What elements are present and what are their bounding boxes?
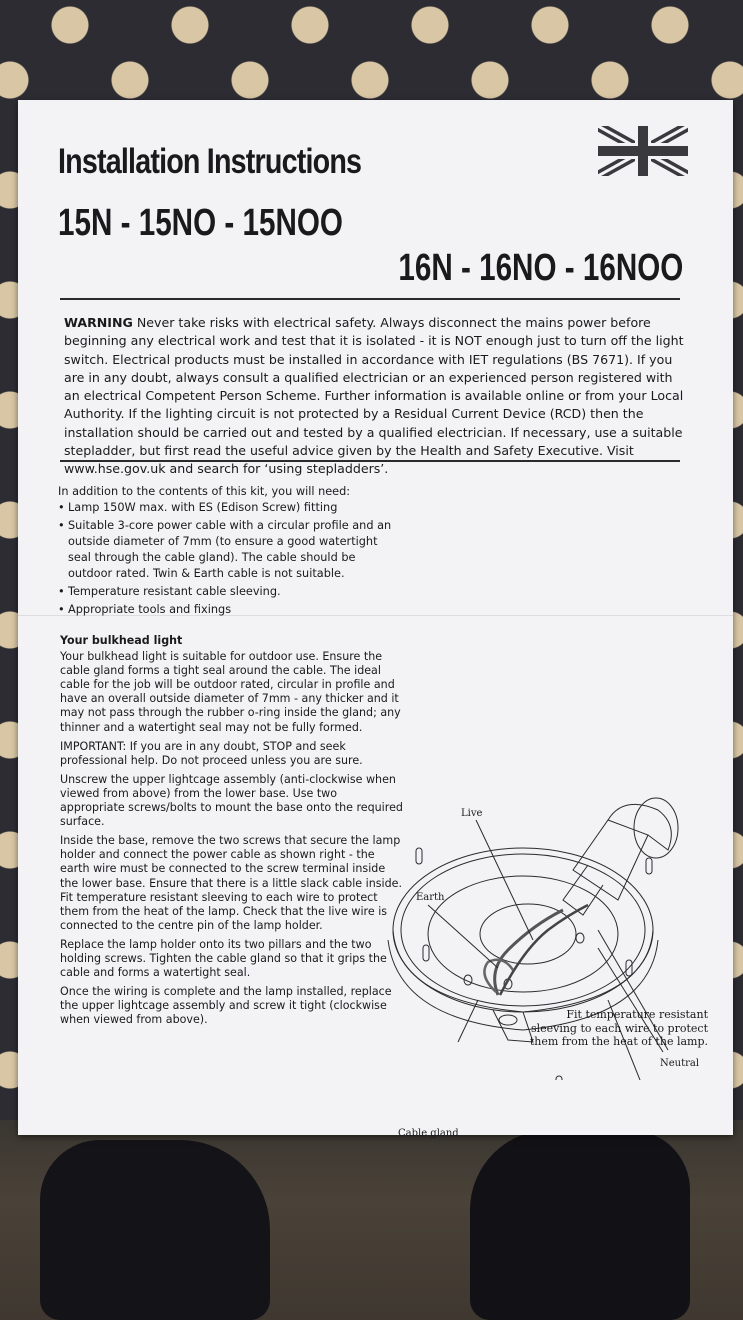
kit-list <box>58 500 398 618</box>
kit-requirements <box>58 484 398 618</box>
kit-item: • Suitable 3-core power cable with a circular profile and an outside diameter of 7mm (to ensure a good watertight seal through the cable gland). The cable should be outdoor rated. Twin & Earth cable is not suitable. <box>58 518 398 582</box>
bulkhead-paragraph: Your bulkhead light is suitable for outdoor use. Ensure the cable gland forms a tight seal around the cable. The ideal cable for the job will be outdoor rated, circular in profile and have an overall outside diameter of 7mm - any thicker and it may not pass through the rubber o-ring inside the gland; any thinner and a watertight seal may not be fully formed. <box>60 650 401 734</box>
model-numbers-15: 15N - 15NO - 15NOO <box>58 202 343 244</box>
kit-intro: In addition to the contents of this kit, you will need: <box>58 485 351 498</box>
cable-gland-label: Cable gland <box>398 1128 459 1139</box>
bulkhead-heading: Your bulkhead light <box>60 634 183 647</box>
earth-label: Earth <box>416 892 445 903</box>
right-shoe <box>470 1130 690 1320</box>
kit-item: • Temperature resistant cable sleeving. <box>58 584 398 600</box>
kit-item: • Lamp 150W max. with ES (Edison Screw) fitting <box>58 500 398 516</box>
important-paragraph: IMPORTANT: If you are in any doubt, STOP and seek professional help. Do not proceed unless you are sure. <box>60 739 363 767</box>
document-title: Installation Instructions <box>58 142 362 181</box>
warning-rule <box>60 460 680 462</box>
left-shoe <box>40 1140 270 1320</box>
union-jack-flag-icon <box>598 126 688 176</box>
unscrew-paragraph: Unscrew the upper lightcage assembly (anti-clockwise when viewed from above) from the lower base. Use two appropriate screws/bolts to mount the base onto the required surface. <box>60 772 403 829</box>
model-numbers-16: 16N - 16NO - 16NOO <box>398 247 683 289</box>
header-rule <box>60 298 680 300</box>
wiring-paragraph: Inside the base, remove the two screws that secure the lamp holder and connect the power cable as shown right - the earth wire must be connected to the screw terminal inside the lower base. Ensure that there is a little slack cable inside. Fit temperature resistant sleeving to each wire to protect them from the heat of the lamp. Check that the live wire is connected to the centre pin of the lamp holder. <box>60 834 402 932</box>
bulkhead-section <box>60 634 405 1032</box>
warning-label: WARNING <box>64 315 133 330</box>
complete-paragraph: Once the wiring is complete and the lamp installed, replace the upper lightcage assembly and screw it tight (clockwise when viewed from above). <box>60 985 392 1027</box>
warning-paragraph <box>64 314 684 479</box>
instruction-sheet <box>18 100 733 1139</box>
warning-text: Never take risks with electrical safety. Always disconnect the mains power before beginning any electrical work and test that it is isolated - it is NOT enough just to turn off the light switch. Electrical products must be installed in accordance with IET regulations (BS 7671). If you are in any doubt, always consult a qualified electrician or an experienced person registered with an electrical Competent Person Scheme. Further information is available online or from your Local Authority. If the lighting circuit is not protected by a Residual Current Device (RCD) then the installation should be carried out and tested by a qualified electrician. If necessary, use a suitable stepladder, but first read the useful advice given by the Health and Safety Executive. Visit www.hse.gov.uk and search for ‘using stepladders’. <box>64 315 684 477</box>
neutral-label: Neutral <box>660 1058 700 1069</box>
sleeving-caption: Fit temperature resistant sleeving to each wire to protect them from the heat of the lamp. <box>529 1008 708 1048</box>
replace-paragraph: Replace the lamp holder onto its two pillars and the two holding screws. Tighten the cable gland so that it grips the cable and forms a watertight seal. <box>60 937 387 980</box>
live-label: Live <box>461 808 483 819</box>
kit-item: • Appropriate tools and fixings <box>58 602 398 618</box>
